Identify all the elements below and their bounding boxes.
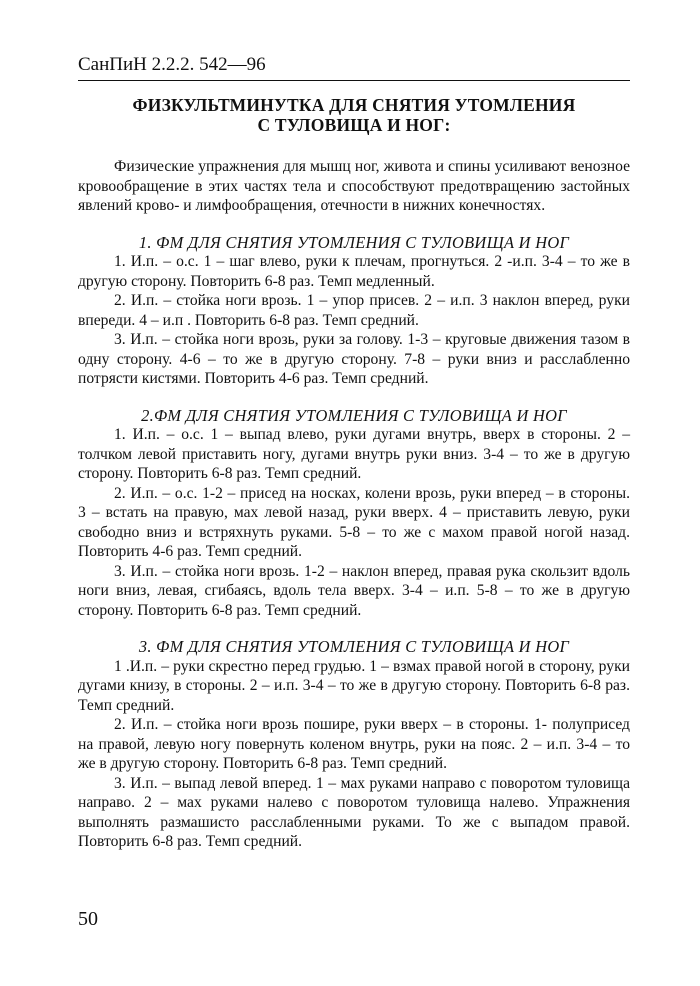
intro-paragraph: Физические упражнения для мышц ног, живота и спины усиливают венозное кровообращение в этих частях тела и способствуют предотвращению застойных явлений крово- и лимфообращения, отечности в нижних конечностях. — [78, 158, 630, 214]
intro-block — [78, 157, 630, 216]
section-3 — [78, 637, 630, 852]
running-head: СанПиН 2.2.2. 542—96 — [78, 52, 630, 81]
exercise-item: 2. И.п. – стойка ноги врозь пошире, руки вверх – в стороны. 1- полуприсед на правой, левую ногу повернуть коленом внутрь, руки на пояс. 2 – и.п. 3-4 – то же в другую сторону. Повторить 6-8 раз. Темп средний. — [78, 716, 630, 772]
section-1 — [78, 233, 630, 389]
exercise-item: 3. И.п. – выпад левой вперед. 1 – мах руками направо с поворотом туловища направо. 2 – мах руками налево с поворотом туловища налево. Упражнения выполнять размашисто расслабленными руками. То же с выпадом правой. Повторить 6-8 раз. Темп средний. — [78, 774, 630, 850]
title-line-2: С ТУЛОВИЩА И НОГ: — [257, 115, 451, 135]
page-number: 50 — [78, 908, 98, 930]
page-title — [78, 95, 630, 135]
exercise-item: 2. И.п. – о.с. 1-2 – присед на носках, колени врозь, руки вперед – в стороны. 3 – встать на правую, мах левой назад, руки вверх. 4 – приставить левую, руки свободно вниз и встряхнуть руками. 5-8 – то же с махом правой ногой назад. Повторить 4-6 раз. Темп средний. — [78, 484, 630, 560]
section-heading: 1. ФМ ДЛЯ СНЯТИЯ УТОМЛЕНИЯ С ТУЛОВИЩА И НОГ — [138, 232, 570, 252]
exercise-item: 2. И.п. – стойка ноги врозь. 1 – упор присев. 2 – и.п. 3 наклон вперед, руки впереди. 4 – и.п . Повторить 6-8 раз. Темп средний. — [78, 292, 630, 329]
page-body — [78, 52, 630, 852]
exercise-item: 1 .И.п. – руки скрестно перед грудью. 1 – взмах правой ногой в сторону, руки дугами книзу, в стороны. 2 – и.п. 3-4 – то же в другую сторону. Повторить 6-8 раз. Темп средний. — [78, 657, 630, 714]
exercise-item: 3. И.п. – стойка ноги врозь, руки за голову. 1-3 – круговые движения тазом в одну сторону. 4-6 – то же в другую сторону. 7-8 – руки вниз и расслабленно потрясти кистями. Повторить 4-6 раз. Темп средний. — [78, 331, 630, 387]
title-line-1: ФИЗКУЛЬТМИНУТКА ДЛЯ СНЯТИЯ УТОМЛЕНИЯ — [132, 95, 576, 115]
exercise-item: 3. И.п. – стойка ноги врозь. 1-2 – наклон вперед, правая рука скользит вдоль ноги вниз, левая, сгибаясь, вдоль тела вверх. 3-4 – и.п. 5-8 – то же в другую сторону. Повторить 6-8 раз. Темп средний. — [78, 562, 630, 619]
exercise-item: 1. И.п. – о.с. 1 – шаг влево, руки к плечам, прогнуться. 2 -и.п. 3-4 – то же в другую сторону. Повторить 6-8 раз. Темп медленный. — [78, 253, 630, 290]
section-heading: 3. ФМ ДЛЯ СНЯТИЯ УТОМЛЕНИЯ С ТУЛОВИЩА И НОГ — [138, 637, 570, 656]
section-2 — [78, 406, 630, 621]
exercise-item: 1. И.п. – о.с. 1 – выпад влево, руки дугами внутрь, вверх в стороны. 2 – толчком левой приставить ногу, дугами внутрь руки вниз. 3-4 – то же в другую сторону. Повторить 6-8 раз. Темп средний. — [78, 426, 630, 482]
section-heading: 2.ФМ ДЛЯ СНЯТИЯ УТОМЛЕНИЯ С ТУЛОВИЩА И НОГ — [141, 405, 567, 425]
